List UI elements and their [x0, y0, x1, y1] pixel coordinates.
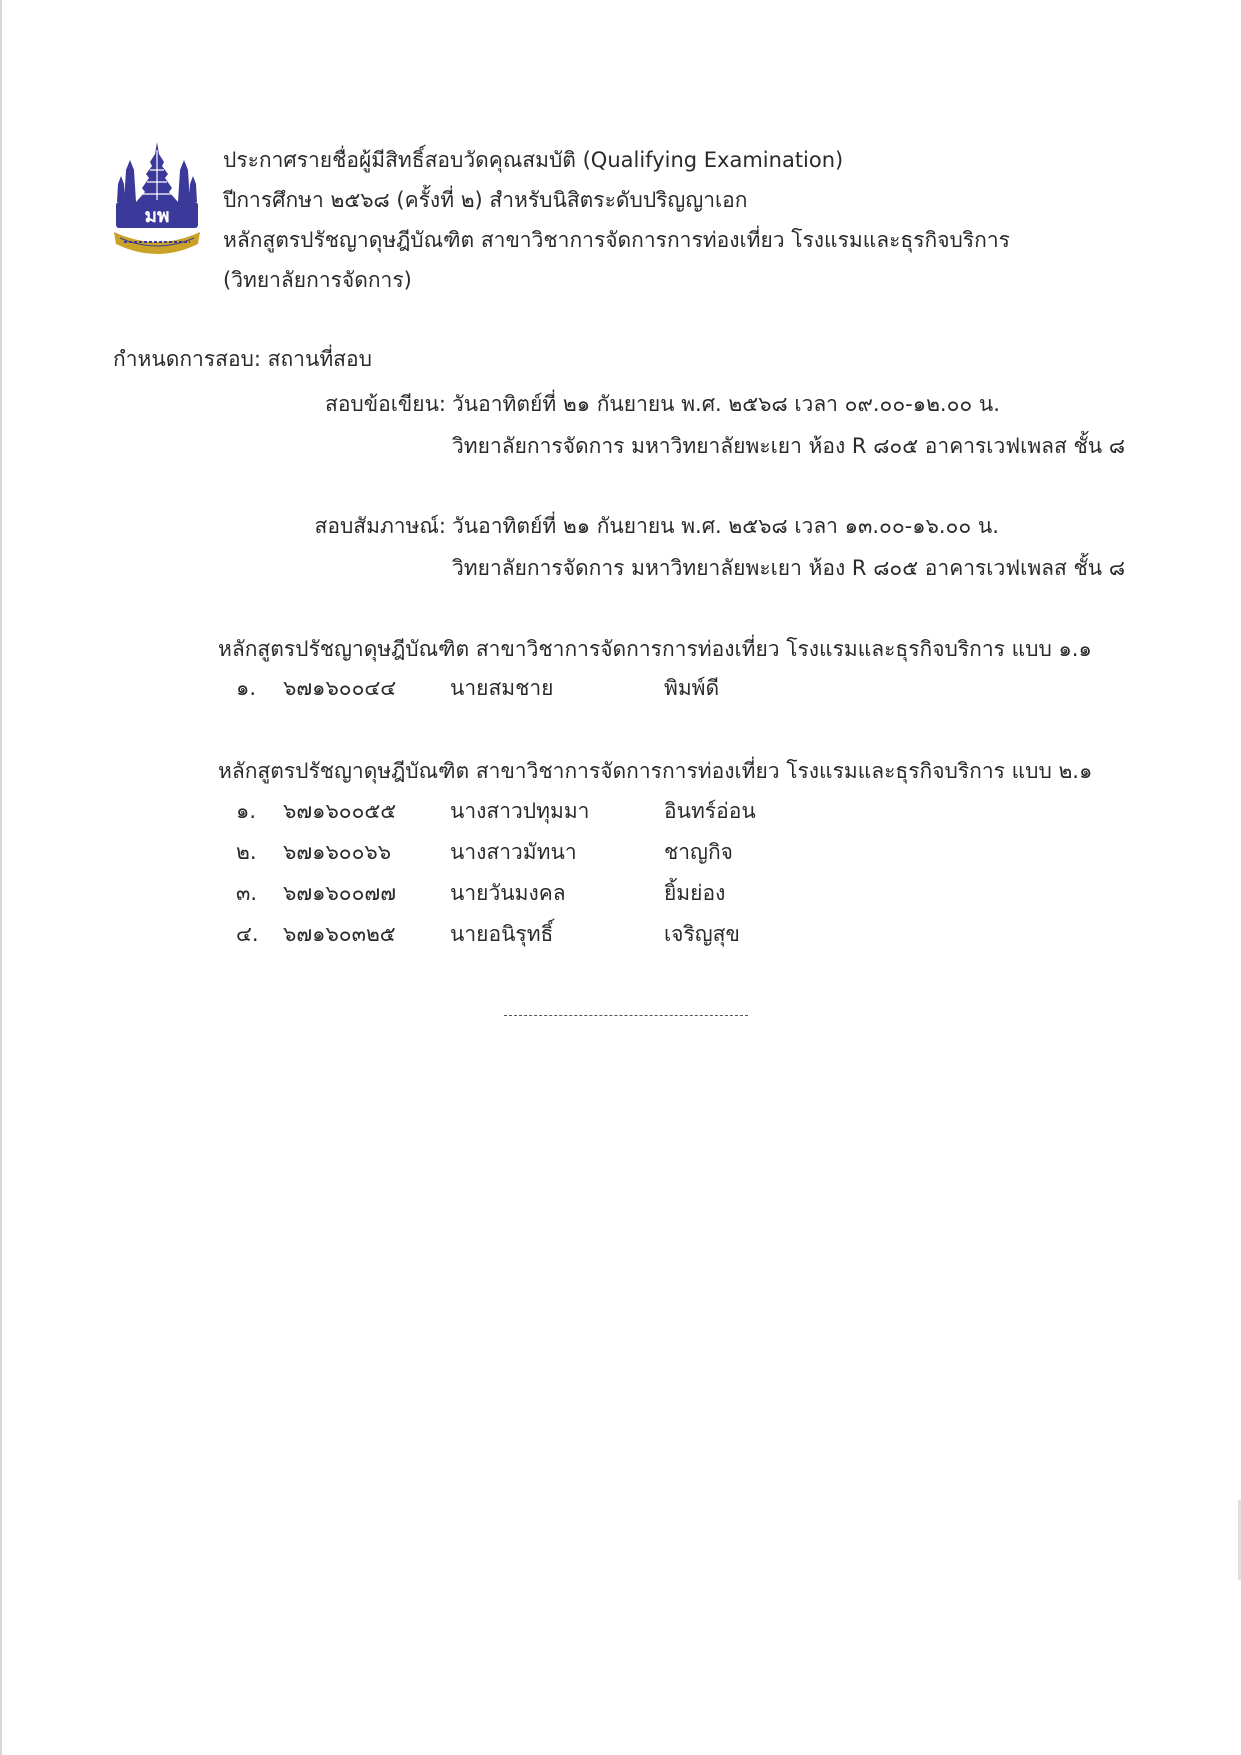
student-first-name: นายอนิรุทธิ์: [450, 922, 554, 946]
interview-exam-datetime: วันอาทิตย์ที่ ๒๑ กันยายน พ.ศ. ๒๕๖๘ เวลา ๑๓.๐๐-๑๖.๐๐ น.: [452, 514, 999, 538]
announcement-header: [223, 140, 1123, 300]
student-last-name: เจริญสุข: [664, 922, 740, 946]
written-exam-label: สอบข้อเขียน:: [325, 392, 446, 416]
program-title-2-1: หลักสูตรปรัชญาดุษฎีบัณฑิต สาขาวิชาการจัดการการท่องเที่ยว โรงแรมและธุรกิจบริการ แบบ ๒.๑: [218, 759, 1093, 783]
student-no: ๓.: [236, 881, 258, 905]
table-row: [0, 672, 1241, 712]
header-college: (วิทยาลัยการจัดการ): [223, 268, 412, 292]
written-exam-location: วิทยาลัยการจัดการ มหาวิทยาลัยพะเยา ห้อง R ๘๐๕ อาคารเวฟเพลส ชั้น ๘: [452, 434, 1126, 458]
student-id: ๖๗๑๖๐๐๔๔: [283, 676, 397, 700]
student-first-name: นายวันมงคล: [450, 881, 566, 905]
program-title-1-1: หลักสูตรปรัชญาดุษฎีบัณฑิต สาขาวิชาการจัดการการท่องเที่ยว โรงแรมและธุรกิจบริการ แบบ ๑.๑: [218, 637, 1092, 661]
student-id: ๖๗๑๖๐๐๗๗: [283, 881, 396, 905]
student-no: ๑.: [236, 676, 257, 700]
table-row: [0, 795, 1241, 835]
schedule-title: กำหนดการสอบ: สถานที่สอบ: [113, 347, 372, 371]
student-last-name: ยิ้มย่อง: [664, 881, 726, 905]
student-last-name: พิมพ์ดี: [664, 676, 720, 700]
interview-exam-label: สอบสัมภาษณ์:: [314, 514, 446, 538]
university-seal-logo: [112, 140, 202, 262]
student-no: ๑.: [236, 799, 257, 823]
table-row: [0, 918, 1241, 958]
student-id: ๖๗๑๖๐๐๖๖: [283, 840, 392, 864]
svg-text:มพ: มพ: [144, 205, 170, 227]
header-academic-year: ปีการศึกษา ๒๕๖๘ (ครั้งที่ ๒) สำหรับนิสิตระดับปริญญาเอก: [223, 188, 748, 212]
student-no: ๔.: [236, 922, 259, 946]
interview-exam-location: วิทยาลัยการจัดการ มหาวิทยาลัยพะเยา ห้อง R ๘๐๕ อาคารเวฟเพลส ชั้น ๘: [452, 556, 1126, 580]
student-no: ๒.: [236, 840, 257, 864]
student-id: ๖๗๑๖๐๓๒๕: [283, 922, 396, 946]
table-row: [0, 836, 1241, 876]
table-row: [0, 877, 1241, 917]
student-last-name: ชาญกิจ: [664, 840, 733, 864]
student-first-name: นายสมชาย: [450, 676, 554, 700]
written-exam-datetime: วันอาทิตย์ที่ ๒๑ กันยายน พ.ศ. ๒๕๖๘ เวลา ๐๙.๐๐-๑๒.๐๐ น.: [452, 392, 1000, 416]
student-first-name: นางสาวมัทนา: [450, 840, 577, 864]
header-program: หลักสูตรปรัชญาดุษฎีบัณฑิต สาขาวิชาการจัดการการท่องเที่ยว โรงแรมและธุรกิจบริการ: [223, 228, 1010, 252]
student-id: ๖๗๑๖๐๐๕๕: [283, 799, 397, 823]
end-of-document-rule: [504, 1015, 748, 1016]
header-title: ประกาศรายชื่อผู้มีสิทธิ์สอบวัดคุณสมบัติ (Qualifying Examination): [223, 148, 844, 172]
student-first-name: นางสาวปทุมมา: [450, 799, 590, 823]
student-last-name: อินทร์อ่อน: [664, 799, 756, 823]
